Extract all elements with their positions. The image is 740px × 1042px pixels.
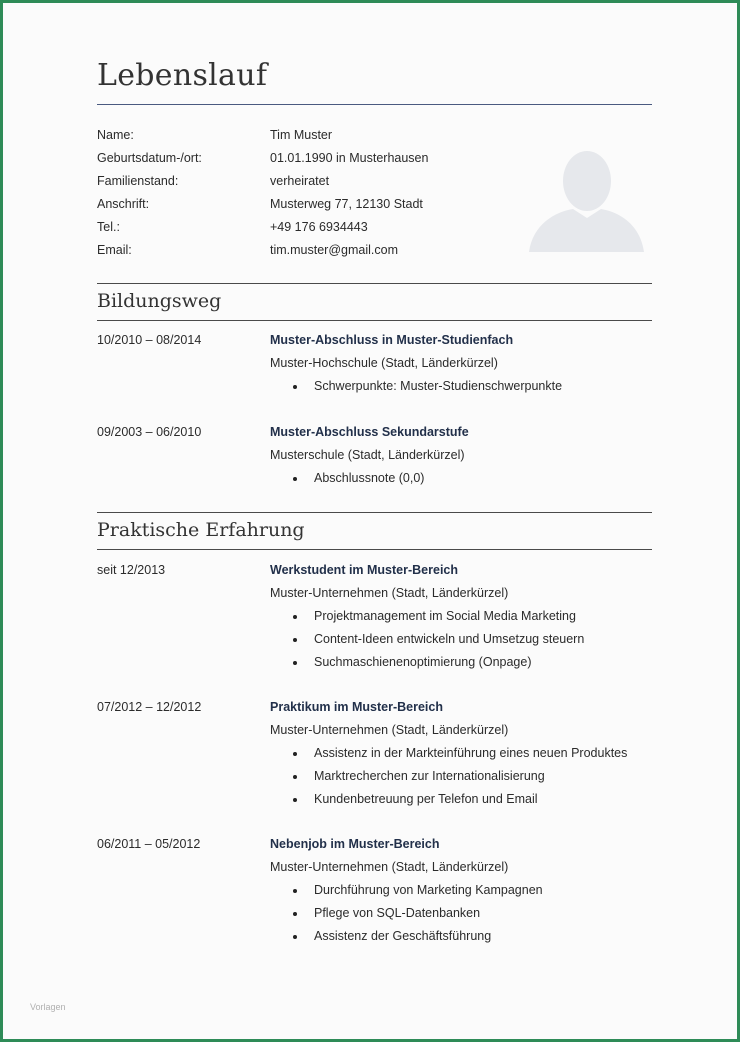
personal-value: Tim Muster: [270, 128, 333, 142]
personal-value: +49 176 6934443: [270, 220, 368, 234]
entry-date: 06/2011 – 05/2012: [97, 837, 201, 851]
personal-value: verheiratet: [270, 174, 330, 188]
personal-value: tim.muster@gmail.com: [270, 243, 398, 257]
entry-title: Praktikum im Muster-Bereich: [270, 700, 443, 714]
personal-label: Name:: [97, 128, 134, 142]
watermark: Vorlagen: [30, 1002, 66, 1012]
entry-organization: Muster-Hochschule (Stadt, Länderkürzel): [270, 356, 498, 370]
entry-date: seit 12/2013: [97, 563, 166, 577]
section-divider-bottom: [97, 549, 652, 550]
section-divider-bottom: [97, 320, 652, 321]
section-title-education: Bildungsweg: [97, 290, 222, 312]
personal-label: Email:: [97, 243, 132, 257]
entry-bullet: Assistenz der Geschäftsführung: [97, 929, 652, 952]
entry-organization: Muster-Unternehmen (Stadt, Länderkürzel): [270, 586, 509, 600]
entry-bullet: Pflege von SQL-Datenbanken: [97, 906, 652, 929]
entry-organization: Musterschule (Stadt, Länderkürzel): [270, 448, 465, 462]
person-silhouette-icon: [529, 146, 644, 252]
section-title-experience: Praktische Erfahrung: [97, 519, 305, 541]
entry-date: 07/2012 – 12/2012: [97, 700, 202, 714]
personal-value: 01.01.1990 in Musterhausen: [270, 151, 429, 165]
entry-bullet: Schwerpunkte: Muster-Studienschwerpunkte: [97, 379, 652, 402]
entry-title: Muster-Abschluss in Muster-Studienfach: [270, 333, 514, 347]
entry-title: Werkstudent im Muster-Bereich: [270, 563, 459, 577]
personal-label: Anschrift:: [97, 197, 150, 211]
experience-entry: [97, 837, 652, 952]
personal-value: Musterweg 77, 12130 Stadt: [270, 197, 423, 211]
personal-label: Geburtsdatum-/ort:: [97, 151, 202, 165]
education-entry: [97, 333, 652, 402]
entry-date: 09/2003 – 06/2010: [97, 425, 202, 439]
education-entry: [97, 425, 652, 494]
entry-title: Nebenjob im Muster-Bereich: [270, 837, 440, 851]
entry-date: 10/2010 – 08/2014: [97, 333, 202, 347]
entry-title: Muster-Abschluss Sekundarstufe: [270, 425, 469, 439]
personal-label: Familienstand:: [97, 174, 179, 188]
experience-entry: [97, 700, 652, 815]
entry-bullet: Abschlussnote (0,0): [97, 471, 652, 494]
entry-bullet: Durchführung von Marketing Kampagnen: [97, 883, 652, 906]
personal-label: Tel.:: [97, 220, 120, 234]
page-title: Lebenslauf: [97, 58, 268, 93]
entry-organization: Muster-Unternehmen (Stadt, Länderkürzel): [270, 860, 509, 874]
experience-entry: [97, 563, 652, 678]
entry-bullet: Assistenz in der Markteinführung eines neuen Produktes: [97, 746, 652, 769]
entry-bullet: Marktrecherchen zur Internationalisierung: [97, 769, 652, 792]
section-divider-top: [97, 512, 652, 513]
entry-organization: Muster-Unternehmen (Stadt, Länderkürzel): [270, 723, 509, 737]
entry-bullet: Projektmanagement im Social Media Marketing: [97, 609, 652, 632]
entry-bullet: Kundenbetreuung per Telefon und Email: [97, 792, 652, 815]
title-divider: [97, 104, 652, 105]
entry-bullet: Content-Ideen entwickeln und Umsetzug steuern: [97, 632, 652, 655]
entry-bullet: Suchmaschienenoptimierung (Onpage): [97, 655, 652, 678]
section-divider-top: [97, 283, 652, 284]
